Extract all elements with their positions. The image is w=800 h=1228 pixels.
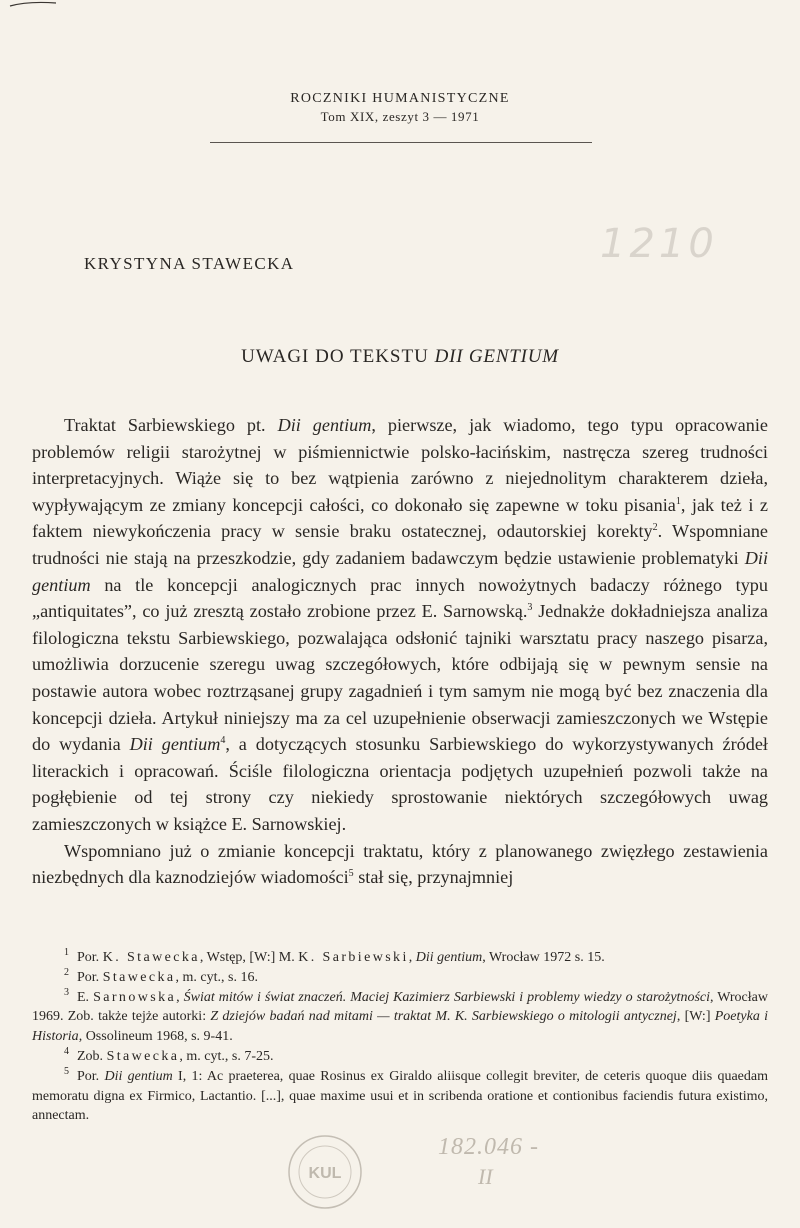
footnote-1: $^1$ Por. K. Stawecka, Wstęp, [W:] M. K. Sarbiewski, Dii gentium, Wrocław 1972 s. 15. [64, 947, 605, 965]
footnote-ref-1: 1 [675, 495, 681, 507]
title-italic: DII GENTIUM [434, 346, 559, 367]
corner-mark [8, 0, 58, 8]
handwritten-number: 1210 [600, 221, 718, 267]
stamp-text: KUL [308, 1165, 342, 1182]
journal-header [0, 90, 800, 126]
article-body [32, 412, 768, 891]
journal-issue: Tom XIX, zeszyt 3 — 1971 [320, 109, 480, 124]
footnote-ref-3: 3 [527, 602, 533, 614]
library-stamp [276, 1132, 374, 1212]
journal-name: ROCZNIKI HUMANISTYCZNE [290, 91, 510, 106]
header-rule [210, 142, 592, 143]
footnotes [32, 948, 768, 1126]
handwritten-signature: 182.046 - [438, 1134, 539, 1160]
footnote-ref-4: 4 [220, 735, 226, 747]
paragraph-2: Wspomniano już o zmianie koncepcji traktatu, który z planowanego zwięzłego zestawienia niezbędnych dla kaznodziejów wiadomości$^5$ stał się, przynajmniej [32, 840, 768, 888]
footnote-2: $^2$ Por. Stawecka, m. cyt., s. 16. [64, 967, 258, 985]
article-title [0, 346, 800, 368]
author-name: KRYSTYNA STAWECKA [84, 254, 295, 273]
paragraph-1: Traktat Sarbiewskiego pt. Dii gentium, pierwsze, jak wiadomo, tego typu opracowanie problemów religii starożytnej w piśmiennictwie polsko-łacińskim, nastręcza szereg trudności interpretacyjnych. Wiąże się to bez wątpienia zarówno z niejednolitym charakterem dzieła, wypływającym ze zmiany koncepcji całości, co dokonało się zapewne w toku pisania$^1$, jak też i z faktem niewykończenia pracy w sensie braku ostatecznej, odautorskiej korekty$^2$. Wspomniane trudności nie stają na przeszkodzie, gdy zadaniem badawczym będzie ustawienie problematyki Dii gentium na tle koncepcji analogicznych prac innych nowożytnych badaczy różnego typu „antiquitates”, co już zresztą zostało zrobione przez E. Sarnowską.$^3$ Jednakże dokładniejsza analiza filologiczna tekstu Sarbiewskiego, pozwalająca odsłonić tajniki warsztatu pracy naszego pisarza, umożliwia dorzucenie szeregu uwag szczegółowych, które odbijają się w pewnym sensie na postawie autora wobec roztrząsanej grupy zagadnień i tym samym nie mogą być bez znaczenia dla koncepcji dzieła. Artykuł niniejszy ma za cel uzupełnienie obserwacji zamieszczonych we Wstępie do wydania Dii gentium$^4$, a dotyczących stosunku Sarbiewskiego do wykorzystywanych źródeł literackich i opracowań. Ściśle filologiczna orientacja podjętych uzupełnień pozwoli także na pogłębienie od tej strony czy niekiedy sprostowanie niektórych szczegółowych uwag zamieszczonych w książce E. Sarnowskiej. [32, 415, 769, 834]
footnote-ref-5: 5 [348, 868, 354, 880]
footnote-3: $^3$ E. Sarnowska, Świat mitów i świat znaczeń. Maciej Kazimierz Sarbiewski i problemy wiedzy o starożytności, Wrocław 1969. Zob. także tejże autorki: Z dziejów badań nad mitami — traktat M. K. Sarbiewskiego o mitologii antycznej, [W:] Poetyka i Historia, Ossolineum 1968, s. 9-41. [32, 986, 768, 1045]
footnote-4: $^4$ Zob. Stawecka, m. cyt., s. 7-25. [64, 1046, 274, 1064]
footnote-5: $^5$ Por. Dii gentium I, 1: Ac praeterea, quae Rosinus ex Giraldo aliisque collegit breviter, de ceteris quoque diis quaedam memoratu digna ex Firmico, Lactantio. [...], quae maxime usui et in scribenda oratione et contionibus faciendis futura existimo, annectam. [32, 1066, 768, 1124]
title-prefix: UWAGI DO TEKSTU [241, 346, 435, 367]
handwritten-mark: II [478, 1164, 493, 1189]
footnote-ref-2: 2 [652, 522, 658, 534]
